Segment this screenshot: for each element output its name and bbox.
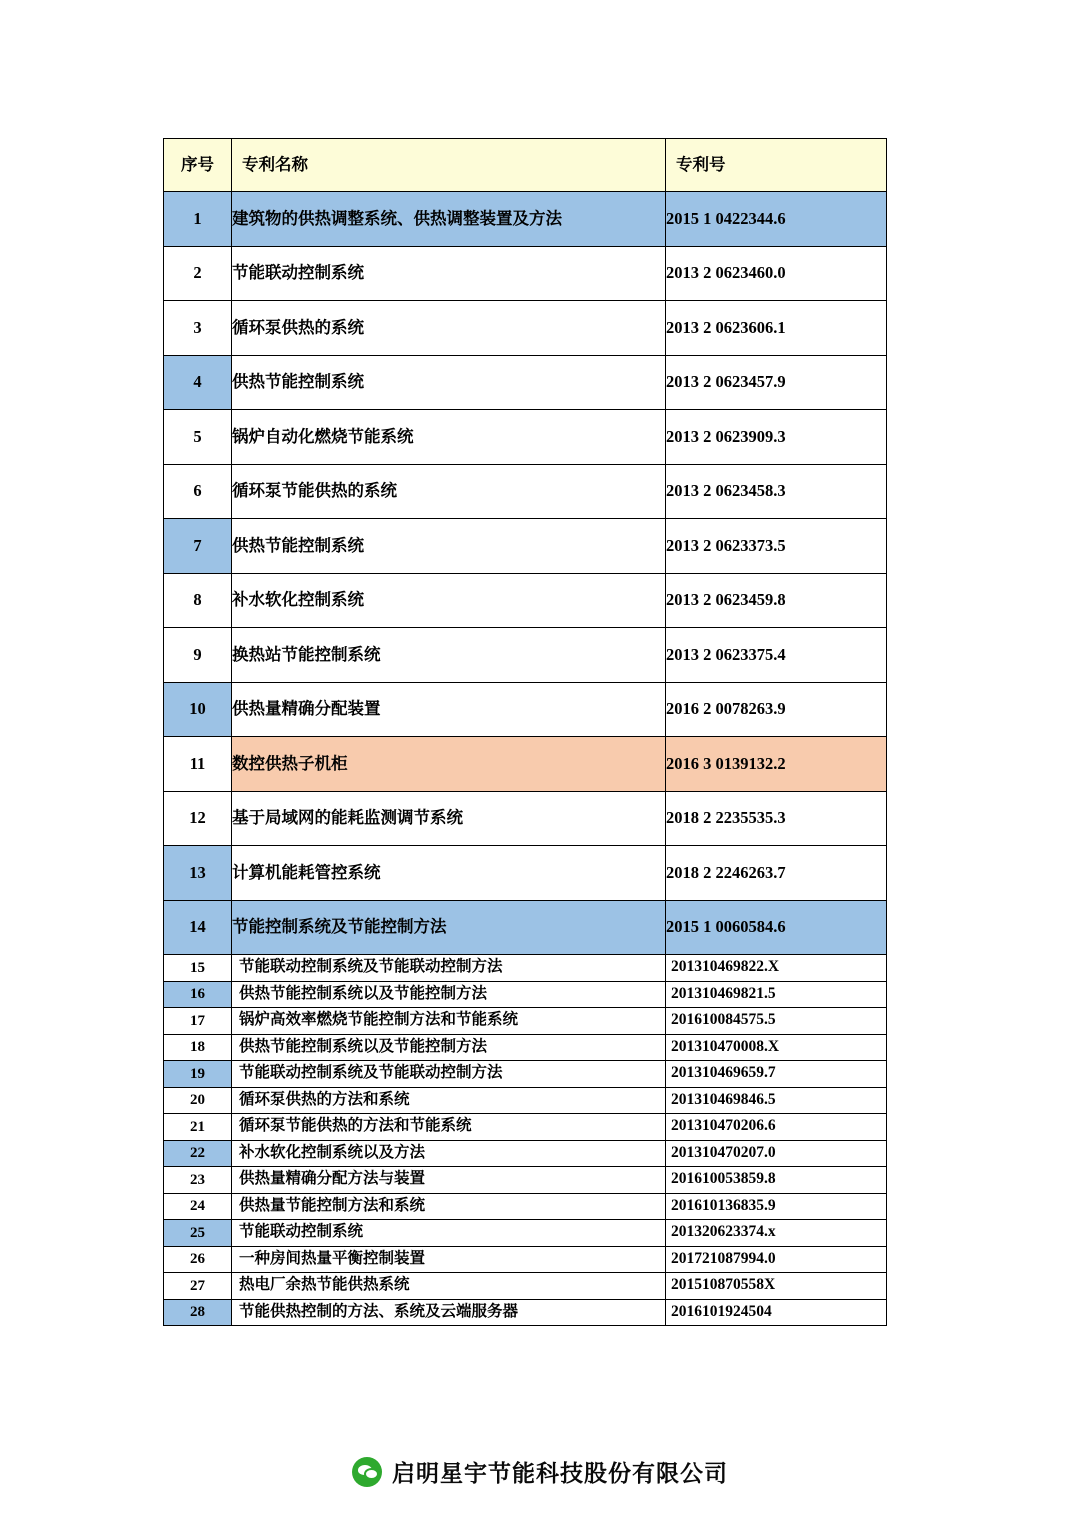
cell-patent-number: 2015 1 0422344.6 xyxy=(666,192,887,247)
cell-patent-number: 2018 2 2235535.3 xyxy=(666,791,887,846)
table-row xyxy=(164,573,887,628)
cell-serial-number: 4 xyxy=(164,355,232,410)
cell-patent-name: 节能联动控制系统 xyxy=(232,246,666,301)
wechat-icon xyxy=(352,1457,382,1487)
cell-patent-name: 节能供热控制的方法、系统及云端服务器 xyxy=(232,1299,666,1326)
cell-serial-number: 21 xyxy=(164,1114,232,1141)
table-row xyxy=(164,1299,887,1326)
cell-patent-name: 供热节能控制系统 xyxy=(232,519,666,574)
cell-patent-name: 锅炉高效率燃烧节能控制方法和节能系统 xyxy=(232,1008,666,1035)
patent-table-wrapper xyxy=(163,138,886,1326)
column-header-name: 专利名称 xyxy=(232,139,666,192)
column-header-number: 专利号 xyxy=(666,139,887,192)
cell-patent-number: 2013 2 0623909.3 xyxy=(666,410,887,465)
cell-patent-name: 节能联动控制系统及节能联动控制方法 xyxy=(232,955,666,982)
company-name: 启明星宇节能科技股份有限公司 xyxy=(392,1460,728,1486)
cell-patent-number: 201721087994.0 xyxy=(666,1246,887,1273)
cell-patent-name: 供热节能控制系统以及节能控制方法 xyxy=(232,981,666,1008)
table-row xyxy=(164,192,887,247)
table-row xyxy=(164,464,887,519)
cell-serial-number: 26 xyxy=(164,1246,232,1273)
table-row xyxy=(164,519,887,574)
table-row xyxy=(164,1167,887,1194)
cell-serial-number: 11 xyxy=(164,737,232,792)
table-row xyxy=(164,1220,887,1247)
cell-serial-number: 8 xyxy=(164,573,232,628)
table-row xyxy=(164,981,887,1008)
footer-inner xyxy=(352,1455,728,1488)
cell-patent-name: 循环泵节能供热的方法和节能系统 xyxy=(232,1114,666,1141)
cell-patent-name: 循环泵供热的方法和系统 xyxy=(232,1087,666,1114)
cell-patent-name: 节能联动控制系统及节能联动控制方法 xyxy=(232,1061,666,1088)
table-row xyxy=(164,628,887,683)
patent-table xyxy=(163,138,887,1326)
cell-patent-number: 2013 2 0623460.0 xyxy=(666,246,887,301)
cell-patent-number: 201510870558X xyxy=(666,1273,887,1300)
cell-serial-number: 23 xyxy=(164,1167,232,1194)
cell-serial-number: 13 xyxy=(164,846,232,901)
table-row xyxy=(164,900,887,955)
cell-serial-number: 3 xyxy=(164,301,232,356)
table-row xyxy=(164,1061,887,1088)
cell-serial-number: 2 xyxy=(164,246,232,301)
table-row xyxy=(164,1008,887,1035)
cell-serial-number: 18 xyxy=(164,1034,232,1061)
cell-patent-name: 换热站节能控制系统 xyxy=(232,628,666,683)
cell-serial-number: 25 xyxy=(164,1220,232,1247)
cell-serial-number: 24 xyxy=(164,1193,232,1220)
cell-serial-number: 15 xyxy=(164,955,232,982)
cell-patent-name: 建筑物的供热调整系统、供热调整装置及方法 xyxy=(232,192,666,247)
cell-patent-number: 2013 2 0623606.1 xyxy=(666,301,887,356)
table-row xyxy=(164,846,887,901)
table-row xyxy=(164,246,887,301)
cell-serial-number: 27 xyxy=(164,1273,232,1300)
cell-patent-number: 201310470008.X xyxy=(666,1034,887,1061)
cell-patent-name: 供热量精确分配方法与装置 xyxy=(232,1167,666,1194)
table-row xyxy=(164,1114,887,1141)
cell-patent-name: 计算机能耗管控系统 xyxy=(232,846,666,901)
cell-patent-name: 基于局域网的能耗监测调节系统 xyxy=(232,791,666,846)
cell-patent-number: 2016 3 0139132.2 xyxy=(666,737,887,792)
table-row xyxy=(164,1193,887,1220)
table-row xyxy=(164,1087,887,1114)
table-row xyxy=(164,737,887,792)
cell-serial-number: 20 xyxy=(164,1087,232,1114)
table-row xyxy=(164,1246,887,1273)
cell-patent-number: 201310469659.7 xyxy=(666,1061,887,1088)
cell-patent-number: 2013 2 0623373.5 xyxy=(666,519,887,574)
cell-patent-number: 201310470206.6 xyxy=(666,1114,887,1141)
cell-patent-number: 2015 1 0060584.6 xyxy=(666,900,887,955)
cell-patent-number: 201310469846.5 xyxy=(666,1087,887,1114)
cell-patent-name: 循环泵节能供热的系统 xyxy=(232,464,666,519)
cell-patent-number: 2016 2 0078263.9 xyxy=(666,682,887,737)
cell-patent-name: 热电厂余热节能供热系统 xyxy=(232,1273,666,1300)
cell-serial-number: 5 xyxy=(164,410,232,465)
cell-serial-number: 12 xyxy=(164,791,232,846)
cell-patent-number: 2013 2 0623459.8 xyxy=(666,573,887,628)
footer xyxy=(0,1455,1080,1492)
table-row xyxy=(164,1273,887,1300)
cell-serial-number: 16 xyxy=(164,981,232,1008)
cell-patent-name: 供热量节能控制方法和系统 xyxy=(232,1193,666,1220)
cell-patent-name: 循环泵供热的系统 xyxy=(232,301,666,356)
cell-patent-name: 补水软化控制系统以及方法 xyxy=(232,1140,666,1167)
cell-serial-number: 19 xyxy=(164,1061,232,1088)
table-row xyxy=(164,355,887,410)
cell-patent-number: 201320623374.x xyxy=(666,1220,887,1247)
cell-patent-number: 201310469821.5 xyxy=(666,981,887,1008)
table-row xyxy=(164,410,887,465)
table-row xyxy=(164,791,887,846)
cell-patent-name: 节能联动控制系统 xyxy=(232,1220,666,1247)
cell-patent-number: 2013 2 0623458.3 xyxy=(666,464,887,519)
cell-serial-number: 10 xyxy=(164,682,232,737)
cell-patent-number: 201610136835.9 xyxy=(666,1193,887,1220)
cell-patent-name: 补水软化控制系统 xyxy=(232,573,666,628)
cell-patent-name: 节能控制系统及节能控制方法 xyxy=(232,900,666,955)
table-header-row xyxy=(164,139,887,192)
cell-patent-number: 201310470207.0 xyxy=(666,1140,887,1167)
cell-patent-name: 一种房间热量平衡控制装置 xyxy=(232,1246,666,1273)
cell-serial-number: 22 xyxy=(164,1140,232,1167)
cell-patent-name: 供热节能控制系统以及节能控制方法 xyxy=(232,1034,666,1061)
cell-patent-number: 201310469822.X xyxy=(666,955,887,982)
patent-table-body xyxy=(164,139,887,1326)
cell-serial-number: 6 xyxy=(164,464,232,519)
cell-serial-number: 9 xyxy=(164,628,232,683)
cell-serial-number: 28 xyxy=(164,1299,232,1326)
cell-patent-name: 锅炉自动化燃烧节能系统 xyxy=(232,410,666,465)
table-row xyxy=(164,1034,887,1061)
table-row xyxy=(164,1140,887,1167)
cell-patent-number: 2018 2 2246263.7 xyxy=(666,846,887,901)
cell-patent-number: 201610053859.8 xyxy=(666,1167,887,1194)
cell-patent-name: 供热量精确分配装置 xyxy=(232,682,666,737)
cell-patent-name: 供热节能控制系统 xyxy=(232,355,666,410)
column-header-no: 序号 xyxy=(164,139,232,192)
table-row xyxy=(164,955,887,982)
cell-patent-name: 数控供热子机柜 xyxy=(232,737,666,792)
cell-patent-number: 2016101924504 xyxy=(666,1299,887,1326)
cell-serial-number: 1 xyxy=(164,192,232,247)
table-row xyxy=(164,301,887,356)
cell-serial-number: 17 xyxy=(164,1008,232,1035)
cell-patent-number: 2013 2 0623375.4 xyxy=(666,628,887,683)
table-row xyxy=(164,682,887,737)
cell-serial-number: 14 xyxy=(164,900,232,955)
cell-patent-number: 2013 2 0623457.9 xyxy=(666,355,887,410)
cell-patent-number: 201610084575.5 xyxy=(666,1008,887,1035)
cell-serial-number: 7 xyxy=(164,519,232,574)
